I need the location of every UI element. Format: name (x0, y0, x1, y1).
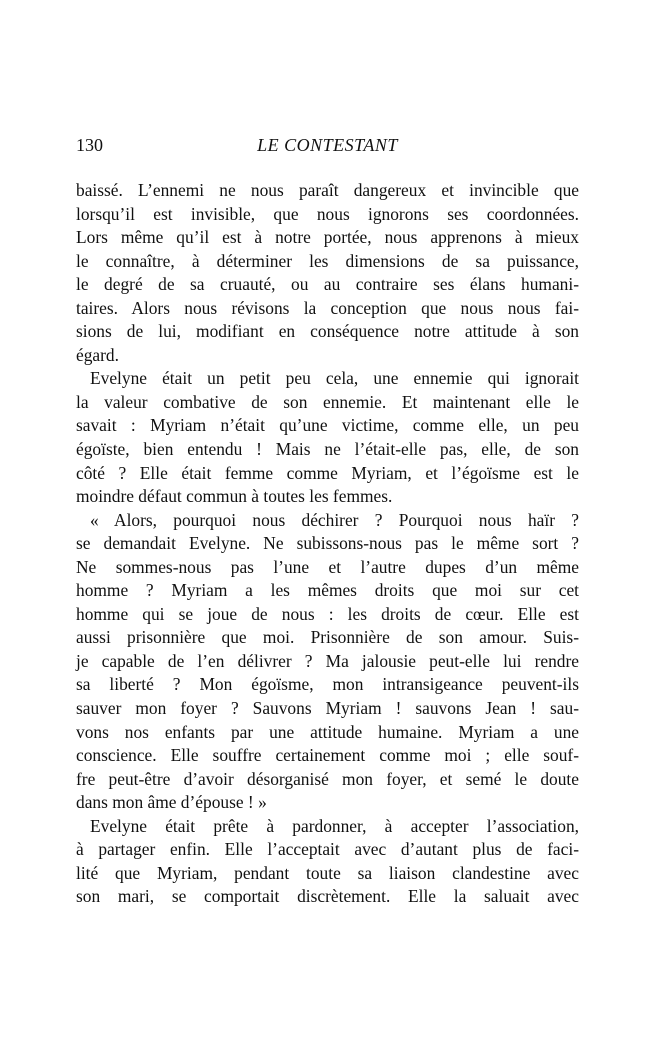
text-line: lité que Myriam, pendant toute sa liaison clandestine avec (76, 862, 579, 883)
text-line: dans mon âme d’épouse ! » (76, 792, 267, 813)
text-line: vons nos enfants par une attitude humaine. Myriam a une (76, 721, 579, 742)
body-text (76, 179, 579, 909)
text-line: le connaître, à déterminer les dimensions de sa puissance, (76, 250, 579, 271)
text-line: « Alors, pourquoi nous déchirer ? Pourquoi nous haïr ? (90, 509, 579, 530)
text-line: le degré de sa cruauté, ou au contraire ses élans humani- (76, 274, 579, 295)
text-line: homme ? Myriam a les mêmes droits que moi sur cet (76, 580, 579, 601)
text-line: taires. Alors nous révisons la conception que nous nous fai- (76, 297, 579, 318)
text-line: Ne sommes-nous pas l’une et l’autre dupes d’un même (76, 556, 579, 577)
text-line: sa liberté ? Mon égoïsme, mon intransigeance peuvent-ils (76, 674, 579, 695)
text-line: savait : Myriam n’était qu’une victime, comme elle, un peu (76, 415, 579, 436)
text-line: sions de lui, modifiant en conséquence notre attitude à son (76, 321, 579, 342)
text-line: son mari, se comportait discrètement. Elle la saluait avec (76, 886, 579, 907)
page-number: 130 (76, 135, 103, 155)
text-line: Lors même qu’il est à notre portée, nous apprenons à mieux (76, 227, 579, 248)
text-line: se demandait Evelyne. Ne subissons-nous pas le même sort ? (76, 533, 579, 554)
text-line: fre peut-être d’avoir désorganisé mon foyer, et semé le doute (76, 768, 579, 789)
text-line: à partager enfin. Elle l’acceptait avec d’autant plus de faci- (76, 839, 579, 860)
text-line: égoïste, bien entendu ! Mais ne l’était-elle pas, elle, de son (76, 439, 579, 460)
running-title: LE CONTESTANT (257, 135, 398, 155)
text-line: baissé. L’ennemi ne nous paraît dangereux et invincible que (76, 180, 579, 200)
text-line: Evelyne était un petit peu cela, une ennemie qui ignorait (90, 368, 579, 389)
text-line: égard. (76, 344, 119, 365)
text-line: aussi prisonnière que moi. Prisonnière de son amour. Suis- (76, 627, 579, 648)
text-line: je capable de l’en délivrer ? Ma jalousie peut-elle lui rendre (76, 650, 579, 671)
page-header (76, 132, 579, 158)
text-line: lorsqu’il est invisible, que nous ignorons ses coordonnées. (76, 203, 579, 224)
text-line: moindre défaut commun à toutes les femmes. (76, 486, 393, 507)
text-line: homme qui se joue de nous : les droits de cœur. Elle est (76, 603, 579, 624)
text-line: la valeur combative de son ennemie. Et maintenant elle le (76, 391, 579, 412)
text-line: sauver mon foyer ? Sauvons Myriam ! sauvons Jean ! sau- (76, 698, 579, 719)
text-line: Evelyne était prête à pardonner, à accepter l’association, (90, 815, 579, 836)
text-line: conscience. Elle souffre certainement comme moi ; elle souf- (76, 745, 579, 766)
text-line: côté ? Elle était femme comme Myriam, et l’égoïsme est le (76, 462, 579, 483)
book-page (76, 132, 579, 909)
